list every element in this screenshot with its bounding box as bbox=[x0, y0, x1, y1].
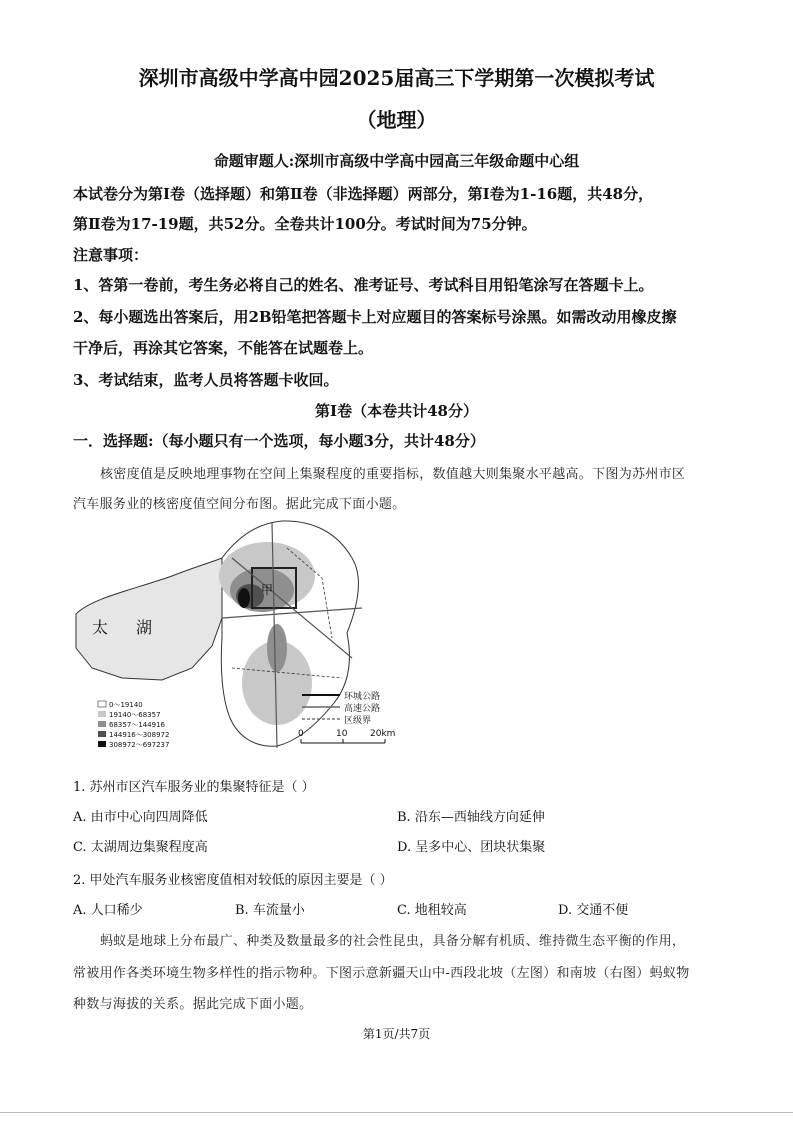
page-number: 第1页/共7页 bbox=[362, 1027, 431, 1041]
passage1-line1: 核密度值是反映地理事物在空间上集聚程度的重要指标，数值越大则集聚水平越高。下图为苏州市区 bbox=[100, 467, 686, 482]
legend-density-3: 68357～144916 bbox=[109, 721, 165, 729]
instruction-line-1: 本试卷分为第Ⅰ卷（选择题）和第Ⅱ卷（非选择题）两部分，第Ⅰ卷为1-16题，共48分， bbox=[73, 185, 654, 203]
part-one-title: 第Ⅰ卷（本卷共计48分） bbox=[315, 402, 478, 420]
scale-bar bbox=[298, 729, 395, 743]
notice-title: 注意事项： bbox=[73, 246, 149, 264]
passage2-line3: 种数与海拔的关系。据此完成下面小题。 bbox=[73, 997, 313, 1012]
marker-jia: 甲 bbox=[261, 583, 274, 597]
passage2-line1: 蚂蚁是地球上分布最广、种类及数量最多的社会性昆虫，具备分解有机质、维持微生态平衡的作用， bbox=[100, 934, 686, 949]
legend-density-5: 308972～697237 bbox=[109, 741, 170, 749]
scale-10: 10 bbox=[336, 729, 348, 739]
q2-option-c: C. 地租较高 bbox=[397, 903, 467, 918]
instruction-line-2: 第Ⅱ卷为17-19题，共52分。全卷共计100分。考试时间为75分钟。 bbox=[73, 215, 537, 233]
q1-option-b: B. 沿东—西轴线方向延伸 bbox=[397, 810, 545, 825]
q1-option-a: A. 由市中心向四周降低 bbox=[73, 810, 208, 825]
exam-subject: （地理） bbox=[356, 108, 437, 132]
notice-1: 1、答第一卷前，考生务必将自己的姓名、准考证号、考试科目用铅笔涂写在答题卡上。 bbox=[73, 276, 654, 294]
density-band-5 bbox=[238, 588, 250, 608]
legend-district: 区级界 bbox=[344, 716, 372, 726]
q1-option-c: C. 太湖周边集聚程度高 bbox=[73, 840, 208, 855]
section-heading: 一．选择题:（每小题只有一个选项，每小题3分，共计48分） bbox=[73, 432, 485, 450]
scale-20: 20km bbox=[370, 729, 396, 739]
q2-option-d: D. 交通不便 bbox=[558, 903, 629, 918]
exam-title: 深圳市高级中学高中园2025届高三下学期第一次模拟考试 bbox=[138, 66, 655, 90]
passage1-line2: 汽车服务业的核密度值空间分布图。据此完成下面小题。 bbox=[73, 497, 406, 512]
passage2-line2: 常被用作各类环境生物多样性的指示物种。下图示意新疆天山中-西段北坡（左图）和南坡（右图）蚂蚁物 bbox=[73, 966, 690, 981]
q2-option-b: B. 车流量小 bbox=[235, 903, 305, 918]
density-band-3 bbox=[267, 624, 287, 672]
density-legend bbox=[98, 701, 169, 749]
scale-0: 0 bbox=[298, 729, 304, 739]
q1-option-d: D. 呈多中心、团块状集聚 bbox=[397, 840, 546, 855]
suzhou-density-map bbox=[72, 518, 402, 750]
notice-2b: 干净后，再涂其它答案，不能答在试题卷上。 bbox=[73, 339, 374, 357]
setters-line: 命题审题人:深圳市高级中学高中园高三年级命题中心组 bbox=[213, 152, 580, 170]
legend-ring-road: 环城公路 bbox=[344, 692, 381, 702]
lake-label-1: 太 bbox=[92, 618, 109, 637]
legend-density-1: 0～19140 bbox=[109, 701, 143, 709]
page-bottom-rule bbox=[0, 1112, 793, 1113]
notice-2a: 2、每小题选出答案后，用2B铅笔把答题卡上对应题目的答案标号涂黑。如需改动用橡皮擦 bbox=[73, 308, 677, 326]
legend-highway: 高速公路 bbox=[344, 704, 381, 714]
legend-density-2: 19140～68357 bbox=[109, 711, 161, 719]
lake-label-2: 湖 bbox=[136, 618, 153, 637]
legend-density-4: 144916～308972 bbox=[109, 731, 170, 739]
q1-stem: 1. 苏州市区汽车服务业的集聚特征是（ ） bbox=[73, 780, 315, 795]
notice-3: 3、考试结束，监考人员将答题卡收回。 bbox=[73, 371, 339, 389]
q2-option-a: A. 人口稀少 bbox=[73, 903, 143, 918]
q2-stem: 2. 甲处汽车服务业核密度值相对较低的原因主要是（ ） bbox=[73, 873, 393, 888]
